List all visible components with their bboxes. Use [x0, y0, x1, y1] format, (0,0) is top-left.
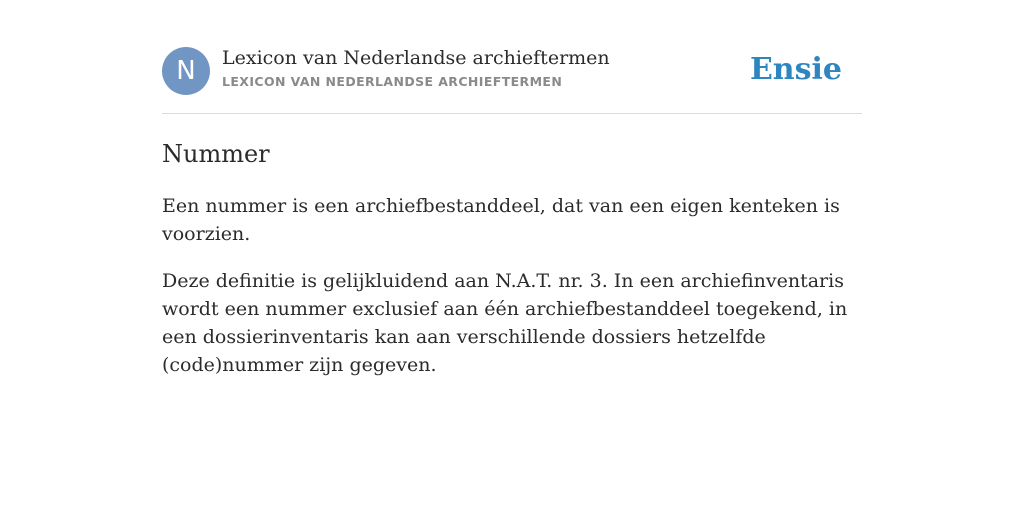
- entry-content: [162, 114, 862, 379]
- dictionary-subtitle: LEXICON VAN NEDERLANDSE ARCHIEFTERMEN: [222, 74, 563, 89]
- ensie-logo[interactable]: Ensie: [749, 52, 842, 87]
- definition-paragraph: Een nummer is een archiefbestanddeel, dat van een eigen kenteken is voorzien.: [162, 195, 840, 245]
- header: [162, 0, 862, 114]
- definition-paragraph: Deze definitie is gelijkluidend aan N.A.T. nr. 3. In een archiefinventaris wordt een nummer exclusief aan één archiefbestanddeel toegekend, in een dossierinventaris kan aan verschillende dossiers hetzelfde (code)nummer zijn gegeven.: [162, 270, 848, 376]
- page-title: Nummer: [162, 140, 270, 168]
- dictionary-titles: [222, 45, 742, 93]
- dictionary-title[interactable]: Lexicon van Nederlandse archieftermen: [222, 47, 610, 69]
- page-container: [162, 0, 862, 398]
- dictionary-avatar[interactable]: N: [162, 47, 210, 95]
